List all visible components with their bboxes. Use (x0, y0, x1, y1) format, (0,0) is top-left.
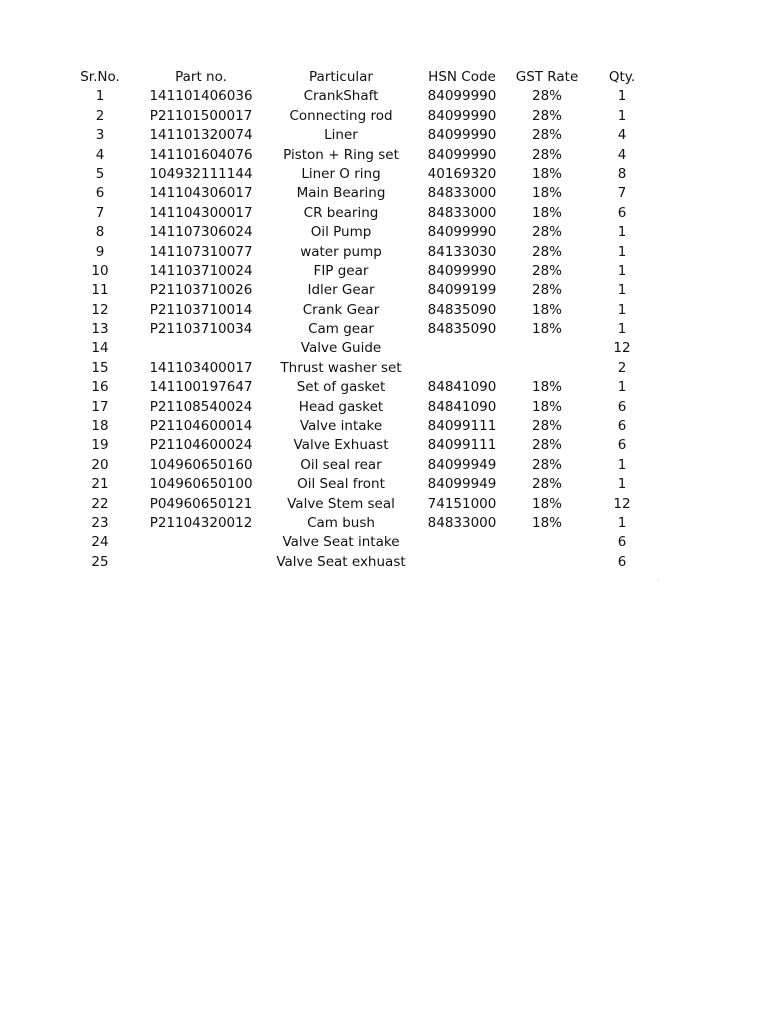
cell-sr-no: 9 (95, 243, 105, 260)
table-row (0, 223, 768, 242)
cell-gst-rate: 28% (531, 243, 563, 260)
cell-particular: Valve Stem seal (287, 495, 395, 512)
cell-hsn-code: 84835090 (427, 301, 497, 318)
cell-particular: Piston + Ring set (283, 146, 399, 163)
table-row (0, 107, 768, 126)
cell-part-no: 141107306024 (149, 224, 253, 241)
cell-gst-rate: 18% (531, 301, 563, 318)
cell-sr-no: 16 (91, 379, 109, 396)
cell-hsn-code: 84099990 (427, 146, 497, 163)
cell-gst-rate: 18% (531, 495, 563, 512)
cell-particular: Connecting rod (289, 107, 393, 124)
cell-gst-rate: 28% (531, 456, 563, 473)
header-qty: Qty. (608, 69, 636, 85)
cell-part-no: 141107310077 (149, 243, 253, 260)
cell-qty: 12 (613, 495, 631, 512)
parts-table (0, 68, 768, 572)
table-row (0, 281, 768, 300)
cell-hsn-code: 84099111 (427, 418, 497, 435)
table-row (0, 398, 768, 417)
cell-part-no: 104960650100 (149, 476, 253, 493)
cell-qty: 1 (617, 88, 627, 105)
table-row (0, 436, 768, 455)
cell-gst-rate: 28% (531, 88, 563, 105)
cell-qty: 7 (617, 185, 627, 202)
cell-gst-rate: 18% (531, 321, 563, 338)
cell-qty: 1 (617, 456, 627, 473)
cell-particular: Valve Exhuast (293, 437, 389, 454)
cell-gst-rate: 18% (531, 185, 563, 202)
cell-sr-no: 18 (91, 418, 109, 435)
cell-sr-no: 22 (91, 495, 109, 512)
cell-gst-rate: 18% (531, 379, 563, 396)
cell-sr-no: 6 (95, 185, 105, 202)
cell-part-no: 141101406036 (149, 88, 253, 105)
cell-qty: 4 (617, 127, 627, 144)
table-row (0, 514, 768, 533)
cell-qty: 6 (617, 204, 627, 221)
cell-qty: 1 (617, 301, 627, 318)
table-row (0, 320, 768, 339)
cell-particular: Oil Pump (310, 224, 372, 241)
cell-part-no: P21103710014 (149, 301, 253, 318)
table-row (0, 456, 768, 475)
table-row (0, 553, 768, 572)
table-row (0, 495, 768, 514)
cell-particular: Idler Gear (307, 282, 375, 299)
table-header-row (0, 68, 768, 87)
cell-part-no: P21104320012 (149, 514, 253, 531)
cell-gst-rate: 28% (531, 282, 563, 299)
cell-particular: Liner O ring (301, 165, 381, 182)
cell-sr-no: 12 (91, 301, 109, 318)
table-row (0, 262, 768, 281)
cell-qty: 1 (617, 379, 627, 396)
table-body (0, 87, 768, 572)
cell-particular: CR bearing (303, 204, 379, 221)
cell-qty: 6 (617, 553, 627, 570)
cell-sr-no: 20 (91, 456, 109, 473)
cell-hsn-code: 84099949 (427, 456, 497, 473)
table-row (0, 87, 768, 106)
cell-gst-rate: 18% (531, 204, 563, 221)
cell-gst-rate: 28% (531, 146, 563, 163)
cell-particular: Valve Guide (300, 340, 382, 357)
cell-hsn-code: 84099990 (427, 127, 497, 144)
cell-hsn-code: 84833000 (427, 204, 497, 221)
cell-qty: 4 (617, 146, 627, 163)
table-row (0, 165, 768, 184)
table-row (0, 204, 768, 223)
cell-qty: 1 (617, 243, 627, 260)
cell-sr-no: 4 (95, 146, 105, 163)
cell-sr-no: 5 (95, 165, 105, 182)
cell-sr-no: 13 (91, 321, 109, 338)
cell-sr-no: 21 (91, 476, 109, 493)
table-row (0, 301, 768, 320)
cell-particular: Valve Seat intake (282, 534, 400, 551)
cell-gst-rate: 18% (531, 398, 563, 415)
cell-sr-no: 15 (91, 359, 109, 376)
cell-part-no: P21104600024 (149, 437, 253, 454)
cell-sr-no: 7 (95, 204, 105, 221)
cell-gst-rate: 28% (531, 437, 563, 454)
cell-gst-rate: 28% (531, 262, 563, 279)
table-row (0, 243, 768, 262)
cell-qty: 1 (617, 321, 627, 338)
cell-gst-rate: 28% (531, 224, 563, 241)
cell-sr-no: 23 (91, 514, 109, 531)
cell-hsn-code: 84099199 (427, 282, 497, 299)
cell-particular: Valve Seat exhuast (276, 553, 406, 570)
cell-particular: Oil Seal front (297, 476, 385, 493)
header-gst-rate: GST Rate (515, 69, 579, 85)
header-part-no: Part no. (175, 69, 227, 85)
cell-qty: 1 (617, 262, 627, 279)
cell-part-no: 141101604076 (149, 146, 253, 163)
cell-sr-no: 14 (91, 340, 109, 357)
cell-part-no: P21103710026 (149, 282, 253, 299)
cell-particular: Valve intake (299, 418, 383, 435)
cell-hsn-code: 84099990 (427, 262, 497, 279)
cell-particular: Crank Gear (302, 301, 380, 318)
cell-particular: Set of gasket (296, 379, 386, 396)
cell-particular: Cam gear (308, 321, 374, 338)
table-row (0, 475, 768, 494)
cell-part-no: 141103710024 (149, 262, 253, 279)
cell-hsn-code: 74151000 (427, 495, 497, 512)
cell-gst-rate: 18% (531, 165, 563, 182)
cell-hsn-code: 84833000 (427, 185, 497, 202)
cell-gst-rate: 18% (531, 514, 563, 531)
table-row (0, 359, 768, 378)
cell-qty: 6 (617, 418, 627, 435)
cell-particular: Head gasket (298, 398, 384, 415)
cell-gst-rate: 28% (531, 107, 563, 124)
cell-hsn-code: 84099990 (427, 107, 497, 124)
cell-sr-no: 25 (91, 553, 109, 570)
cell-part-no: P21101500017 (149, 107, 253, 124)
cell-hsn-code: 84099949 (427, 476, 497, 493)
cell-part-no: 104960650160 (149, 456, 253, 473)
cell-sr-no: 24 (91, 534, 109, 551)
cell-qty: 8 (617, 165, 627, 182)
cell-qty: 1 (617, 514, 627, 531)
cell-qty: 6 (617, 534, 627, 551)
cell-particular: water pump (300, 243, 382, 260)
header-particular: Particular (309, 69, 373, 85)
cell-particular: Thrust washer set (280, 359, 402, 376)
cell-sr-no: 8 (95, 224, 105, 241)
cell-gst-rate: 28% (531, 418, 563, 435)
cell-particular: Oil seal rear (300, 456, 382, 473)
cell-hsn-code: 84099990 (427, 224, 497, 241)
cell-part-no: 141103400017 (149, 359, 253, 376)
cell-particular: Liner (324, 127, 358, 144)
cell-sr-no: 10 (91, 262, 109, 279)
cell-part-no: 141101320074 (149, 127, 253, 144)
cell-sr-no: 17 (91, 398, 109, 415)
cell-part-no: P21108540024 (149, 398, 253, 415)
cell-qty: 1 (617, 476, 627, 493)
cell-qty: 1 (617, 282, 627, 299)
cell-gst-rate: 28% (531, 127, 563, 144)
cell-particular: FIP gear (313, 262, 369, 279)
cell-part-no: 141104306017 (149, 185, 253, 202)
cell-sr-no: 19 (91, 437, 109, 454)
table-row (0, 339, 768, 358)
cell-hsn-code: 84099990 (427, 88, 497, 105)
cell-qty: 12 (613, 340, 631, 357)
cell-hsn-code: 84133030 (427, 243, 497, 260)
cell-sr-no: 1 (95, 88, 105, 105)
cell-qty: 2 (617, 359, 627, 376)
table-row (0, 146, 768, 165)
table-row (0, 378, 768, 397)
cell-particular: Cam bush (307, 514, 375, 531)
stray-mark (658, 579, 659, 580)
cell-particular: CrankShaft (303, 88, 379, 105)
cell-part-no: P21103710034 (149, 321, 253, 338)
cell-sr-no: 11 (91, 282, 109, 299)
cell-sr-no: 2 (95, 107, 105, 124)
cell-gst-rate: 28% (531, 476, 563, 493)
cell-hsn-code: 84833000 (427, 514, 497, 531)
cell-qty: 6 (617, 437, 627, 454)
cell-sr-no: 3 (95, 127, 105, 144)
cell-hsn-code: 84099111 (427, 437, 497, 454)
table-row (0, 533, 768, 552)
cell-qty: 1 (617, 107, 627, 124)
table-row (0, 126, 768, 145)
cell-part-no: 141104300017 (149, 204, 253, 221)
cell-part-no: P04960650121 (149, 495, 253, 512)
cell-qty: 1 (617, 224, 627, 241)
cell-part-no: 141100197647 (149, 379, 253, 396)
table-row (0, 417, 768, 436)
cell-hsn-code: 84835090 (427, 321, 497, 338)
cell-hsn-code: 40169320 (427, 165, 497, 182)
header-hsn-code: HSN Code (428, 69, 496, 85)
cell-hsn-code: 84841090 (427, 379, 497, 396)
cell-part-no: 104932111144 (149, 165, 253, 182)
cell-particular: Main Bearing (296, 185, 386, 202)
cell-qty: 6 (617, 398, 627, 415)
header-sr-no: Sr.No. (80, 69, 120, 85)
cell-hsn-code: 84841090 (427, 398, 497, 415)
table-row (0, 184, 768, 203)
cell-part-no: P21104600014 (149, 418, 253, 435)
